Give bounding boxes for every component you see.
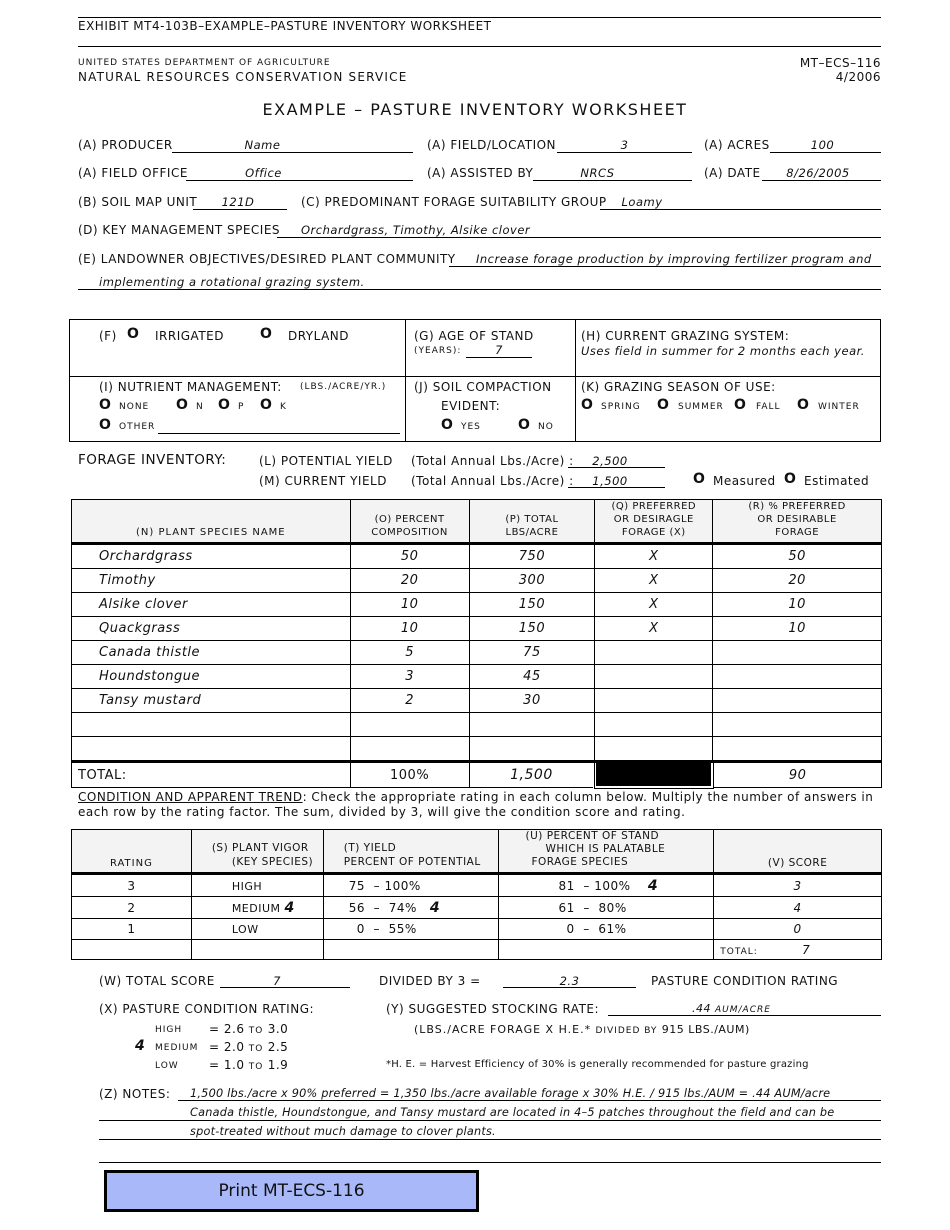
agency-nrcs: NATURAL RESOURCES CONSERVATION SERVICE	[78, 70, 408, 84]
nutrient-label: (I) NUTRIENT MANAGEMENT:	[99, 380, 282, 394]
soil-map-field[interactable]: 121D	[221, 195, 255, 209]
irrigated-radio[interactable]: O	[127, 326, 139, 342]
palatable-cell[interactable]: 61 – 80%	[498, 897, 714, 919]
pasture-condition-rating-label: PASTURE CONDITION RATING	[651, 974, 839, 988]
percent-preferred-cell[interactable]: 10	[713, 617, 882, 641]
percent-preferred-cell[interactable]	[713, 713, 882, 737]
palatable-cell[interactable]: 0 – 61%	[498, 919, 714, 940]
yield-cell[interactable]: 75 – 100%	[323, 874, 498, 897]
preferred-cell[interactable]	[595, 641, 713, 665]
lbs-cell[interactable]: 75	[469, 641, 595, 665]
nutrient-k-label: K	[280, 402, 287, 412]
producer-label: (A) PRODUCER	[78, 138, 173, 152]
lbs-cell[interactable]: 300	[469, 569, 595, 593]
stocking-formula: (LBS./ACRE FORAGE X H.E.* DIVIDED BY 915 LBS./AUM)	[414, 1023, 750, 1036]
rating-cell: 2	[72, 897, 192, 919]
grazing-system-label: (H) CURRENT GRAZING SYSTEM:	[581, 329, 790, 343]
species-name-cell[interactable]: Canada thistle	[72, 641, 351, 665]
table-row	[72, 665, 882, 689]
condition-table	[71, 829, 882, 960]
acres-field[interactable]: 100	[810, 138, 835, 152]
species-name-cell[interactable]: Houndstongue	[72, 665, 351, 689]
compaction-no-label: NO	[538, 422, 554, 432]
table-row	[72, 897, 882, 919]
nutrient-n-radio[interactable]: O	[176, 397, 188, 413]
grazing-system-field[interactable]: Uses field in summer for 2 months each year.	[581, 344, 865, 358]
lbs-cell[interactable]	[469, 737, 595, 762]
nutrient-k-radio[interactable]: O	[260, 397, 272, 413]
percent-cell[interactable]: 3	[350, 665, 469, 689]
agency-usda: UNITED STATES DEPARTMENT OF AGRICULTURE	[78, 58, 331, 68]
divided-value-field[interactable]: 2.3	[559, 974, 580, 988]
percent-cell[interactable]: 5	[350, 641, 469, 665]
season-spring-label: SPRING	[601, 402, 641, 412]
notes-label: (Z) NOTES:	[99, 1087, 171, 1101]
nutrient-p-label: P	[238, 402, 245, 412]
score-cell[interactable]: 0	[714, 919, 882, 940]
table-row	[72, 713, 882, 737]
trend-heading: CONDITION AND APPARENT TREND	[78, 790, 303, 804]
season-fall-radio[interactable]: O	[734, 397, 746, 413]
table-row	[72, 874, 882, 897]
preferred-cell[interactable]	[595, 665, 713, 689]
score-cell[interactable]: 3	[714, 874, 882, 897]
total-label: TOTAL:	[72, 762, 351, 788]
assisted-by-label: (A) ASSISTED BY	[427, 166, 534, 180]
lbs-cell[interactable]: 750	[469, 544, 595, 569]
high-range: = 2.6 TO 3.0	[209, 1022, 289, 1036]
medium-range: = 2.0 TO 2.5	[209, 1040, 289, 1054]
field-location-field[interactable]: 3	[620, 138, 629, 152]
percent-cell[interactable]: 20	[350, 569, 469, 593]
assisted-by-field[interactable]: NRCS	[580, 166, 615, 180]
nutrient-other-radio[interactable]: O	[99, 417, 111, 433]
rating-scale-label: (X) PASTURE CONDITION RATING:	[99, 1002, 315, 1016]
current-yield-label: (M) CURRENT YIELD	[259, 474, 387, 488]
table-row	[72, 617, 882, 641]
species-name-cell[interactable]: Alsike clover	[72, 593, 351, 617]
score-total-cell: TOTAL: 7	[714, 940, 882, 960]
percent-preferred-cell[interactable]	[713, 737, 882, 762]
percent-preferred-cell[interactable]: 50	[713, 544, 882, 569]
estimated-radio[interactable]: O	[784, 471, 796, 487]
age-of-stand-label: (G) AGE OF STAND	[414, 329, 534, 343]
season-summer-radio[interactable]: O	[657, 397, 669, 413]
blacked-out-cell	[595, 762, 713, 788]
preferred-cell[interactable]	[595, 689, 713, 713]
low-range: = 1.0 TO 1.9	[209, 1058, 289, 1072]
condition-total-row	[72, 940, 882, 960]
objectives-label: (E) LANDOWNER OBJECTIVES/DESIRED PLANT COMMUNITY	[78, 252, 456, 266]
percent-preferred-cell[interactable]	[713, 689, 882, 713]
low-label: LOW	[155, 1061, 179, 1071]
dryland-radio[interactable]: O	[260, 326, 272, 342]
total-score-label: (W) TOTAL SCORE	[99, 974, 215, 988]
preferred-cell[interactable]: X	[595, 569, 713, 593]
percent-preferred-cell[interactable]	[713, 641, 882, 665]
score-total-value[interactable]: 7	[802, 942, 811, 957]
season-summer-label: SUMMER	[678, 402, 724, 412]
percent-cell[interactable]: 2	[350, 689, 469, 713]
compaction-no-radio[interactable]: O	[518, 417, 530, 433]
total-row	[72, 762, 882, 788]
compaction-yes-label: YES	[461, 422, 481, 432]
species-name-cell[interactable]: Quackgrass	[72, 617, 351, 641]
preferred-cell[interactable]: X	[595, 544, 713, 569]
soil-compaction-label: (J) SOIL COMPACTION	[414, 380, 552, 394]
season-winter-radio[interactable]: O	[797, 397, 809, 413]
col-plant-species: (N) PLANT SPECIES NAME	[72, 500, 351, 544]
species-table	[71, 499, 882, 789]
acres-label: (A) ACRES	[704, 138, 770, 152]
forage-group-label: (C) PREDOMINANT FORAGE SUITABILITY GROUP	[301, 195, 607, 209]
col-yield: (T) YIELD PERCENT OF POTENTIAL	[323, 830, 498, 874]
total-percent: 100%	[350, 762, 469, 788]
grazing-season-label: (K) GRAZING SEASON OF USE:	[581, 380, 776, 394]
f-label: (F)	[99, 329, 117, 343]
palatable-cell[interactable]: 81 – 100% 4	[498, 874, 714, 897]
current-yield-field[interactable]: 1,500	[592, 474, 628, 488]
soil-map-label: (B) SOIL MAP UNIT	[78, 195, 198, 209]
condition-header-row	[72, 830, 882, 874]
preferred-cell[interactable]	[595, 737, 713, 762]
potential-yield-field[interactable]: 2,500	[592, 454, 628, 468]
exhibit-title: EXHIBIT MT4-103B–EXAMPLE–PASTURE INVENTORY WORKSHEET	[78, 19, 492, 33]
print-button[interactable]: Print MT-ECS-116	[104, 1170, 479, 1212]
col-preferred-forage: (Q) PREFERRED OR DESIRAGLE FORAGE (X)	[595, 500, 713, 544]
nutrient-p-radio[interactable]: O	[218, 397, 230, 413]
vigor-cell[interactable]: MEDIUM 4	[191, 897, 323, 919]
field-office-label: (A) FIELD OFFICE	[78, 166, 188, 180]
key-species-label: (D) KEY MANAGEMENT SPECIES	[78, 223, 281, 237]
compaction-yes-radio[interactable]: O	[441, 417, 453, 433]
dryland-label: DRYLAND	[288, 329, 350, 343]
page-title: EXAMPLE – PASTURE INVENTORY WORKSHEET	[262, 100, 688, 119]
stocking-rate-field[interactable]: .44 AUM/ACRE	[692, 1002, 771, 1015]
col-total-lbs: (P) TOTAL LBS/ACRE	[469, 500, 595, 544]
species-name-cell[interactable]	[72, 713, 351, 737]
table-row	[72, 593, 882, 617]
measured-label: Measured	[713, 474, 776, 488]
table-row	[72, 569, 882, 593]
lbs-cell[interactable]: 45	[469, 665, 595, 689]
table-row	[72, 689, 882, 713]
medium-check[interactable]: 4	[135, 1038, 146, 1054]
nutrient-n-label: N	[196, 402, 204, 412]
lbs-cell[interactable]: 30	[469, 689, 595, 713]
field-location-label: (A) FIELD/LOCATION	[427, 138, 557, 152]
objectives-field-line2[interactable]: implementing a rotational grazing system.	[99, 275, 365, 289]
col-plant-vigor: (S) PLANT VIGOR (KEY SPECIES)	[191, 830, 323, 874]
vigor-cell[interactable]: HIGH	[191, 874, 323, 897]
species-name-cell[interactable]: Timothy	[72, 569, 351, 593]
divided-by-label: DIVIDED BY 3 =	[379, 974, 481, 988]
vigor-cell[interactable]: LOW	[191, 919, 323, 940]
date-field[interactable]: 8/26/2005	[786, 166, 850, 180]
col-score: (V) SCORE	[714, 830, 882, 874]
percent-preferred-cell[interactable]	[713, 665, 882, 689]
total-percent-preferred[interactable]: 90	[713, 762, 882, 788]
form-date: 4/2006	[835, 70, 881, 84]
producer-field[interactable]: Name	[244, 138, 281, 152]
lbs-cell[interactable]	[469, 713, 595, 737]
percent-cell[interactable]: 10	[350, 593, 469, 617]
potential-yield-label: (L) POTENTIAL YIELD	[259, 454, 393, 468]
age-of-stand-field[interactable]: 7	[495, 343, 503, 357]
key-species-field[interactable]: Orchardgrass, Timothy, Alsike clover	[301, 223, 531, 237]
percent-cell[interactable]: 10	[350, 617, 469, 641]
preferred-cell[interactable]: X	[595, 617, 713, 641]
table-row	[72, 919, 882, 940]
nutrient-none-radio[interactable]: O	[99, 397, 111, 413]
table-row	[72, 544, 882, 569]
table-row	[72, 737, 882, 762]
objectives-field-line1[interactable]: Increase forage production by improving fertilizer program and	[476, 252, 872, 266]
col-palatable: (U) PERCENT OF STAND WHICH IS PALATABLE FORAGE SPECIES	[498, 830, 714, 874]
medium-label: MEDIUM	[155, 1043, 199, 1053]
yield-cell[interactable]: 0 – 55%	[323, 919, 498, 940]
species-name-cell[interactable]: Tansy mustard	[72, 689, 351, 713]
notes-line1[interactable]: 1,500 lbs./acre x 90% preferred = 1,350 lbs./acre available forage x 30% H.E. / 915 lbs./AUM = .44 AUM/acre	[190, 1087, 831, 1100]
high-label: HIGH	[155, 1025, 183, 1035]
table-row	[72, 641, 882, 665]
preferred-cell[interactable]	[595, 713, 713, 737]
estimated-label: Estimated	[804, 474, 870, 488]
current-yield-hint: (Total Annual Lbs./Acre) :	[411, 474, 574, 488]
percent-cell[interactable]: 50	[350, 544, 469, 569]
rating-cell: 3	[72, 874, 192, 897]
season-spring-radio[interactable]: O	[581, 397, 593, 413]
total-lbs[interactable]: 1,500	[469, 762, 595, 788]
potential-yield-hint: (Total Annual Lbs./Acre) :	[411, 454, 574, 468]
notes-line3[interactable]: spot-treated without much damage to clover plants.	[190, 1125, 496, 1138]
nutrient-none-label: NONE	[119, 402, 150, 412]
col-percent-composition: (O) PERCENT COMPOSITION	[350, 500, 469, 544]
species-header-row	[72, 500, 882, 544]
season-winter-label: WINTER	[818, 402, 860, 412]
lbs-cell[interactable]: 150	[469, 593, 595, 617]
irrigated-label: IRRIGATED	[155, 329, 224, 343]
species-name-cell[interactable]	[72, 737, 351, 762]
percent-cell[interactable]	[350, 713, 469, 737]
rating-cell: 1	[72, 919, 192, 940]
notes-line2[interactable]: Canada thistle, Houndstongue, and Tansy mustard are located in 4–5 patches throughout the field and can be	[190, 1106, 835, 1119]
nutrient-other-label: OTHER	[119, 422, 156, 432]
field-office-field[interactable]: Office	[245, 166, 282, 180]
preferred-cell[interactable]: X	[595, 593, 713, 617]
harvest-efficiency-note: *H. E. = Harvest Efficiency of 30% is generally recommended for pasture grazing	[386, 1059, 809, 1070]
col-rating: RATING	[72, 830, 192, 874]
yield-cell[interactable]: 56 – 74% 4	[323, 897, 498, 919]
trend-instructions: CONDITION AND APPARENT TREND: Check the appropriate rating in each column below. Multiply the number of answers in	[78, 790, 874, 804]
percent-preferred-cell[interactable]: 10	[713, 593, 882, 617]
col-percent-preferred: (R) % PREFERRED OR DESIRABLE FORAGE	[713, 500, 882, 544]
score-cell[interactable]: 4	[714, 897, 882, 919]
date-label: (A) DATE	[704, 166, 761, 180]
measured-radio[interactable]: O	[693, 471, 705, 487]
trend-instructions-2: each row by the rating factor. The sum, divided by 3, will give the condition score and rating.	[78, 805, 686, 819]
lbs-cell[interactable]: 150	[469, 617, 595, 641]
season-fall-label: FALL	[756, 402, 781, 412]
stocking-rate-label: (Y) SUGGESTED STOCKING RATE:	[386, 1002, 600, 1016]
total-score-field[interactable]: 7	[273, 974, 281, 988]
soil-compaction-label2: EVIDENT:	[441, 399, 501, 413]
form-number: MT–ECS–116	[799, 56, 881, 70]
forage-group-field[interactable]: Loamy	[621, 195, 663, 209]
age-years-label: (YEARS):	[414, 346, 462, 356]
percent-preferred-cell[interactable]: 20	[713, 569, 882, 593]
nutrient-units: (LBS./ACRE/YR.)	[300, 382, 387, 392]
species-name-cell[interactable]: Orchardgrass	[72, 544, 351, 569]
forage-inventory-label: FORAGE INVENTORY:	[78, 452, 227, 468]
percent-cell[interactable]	[350, 737, 469, 762]
